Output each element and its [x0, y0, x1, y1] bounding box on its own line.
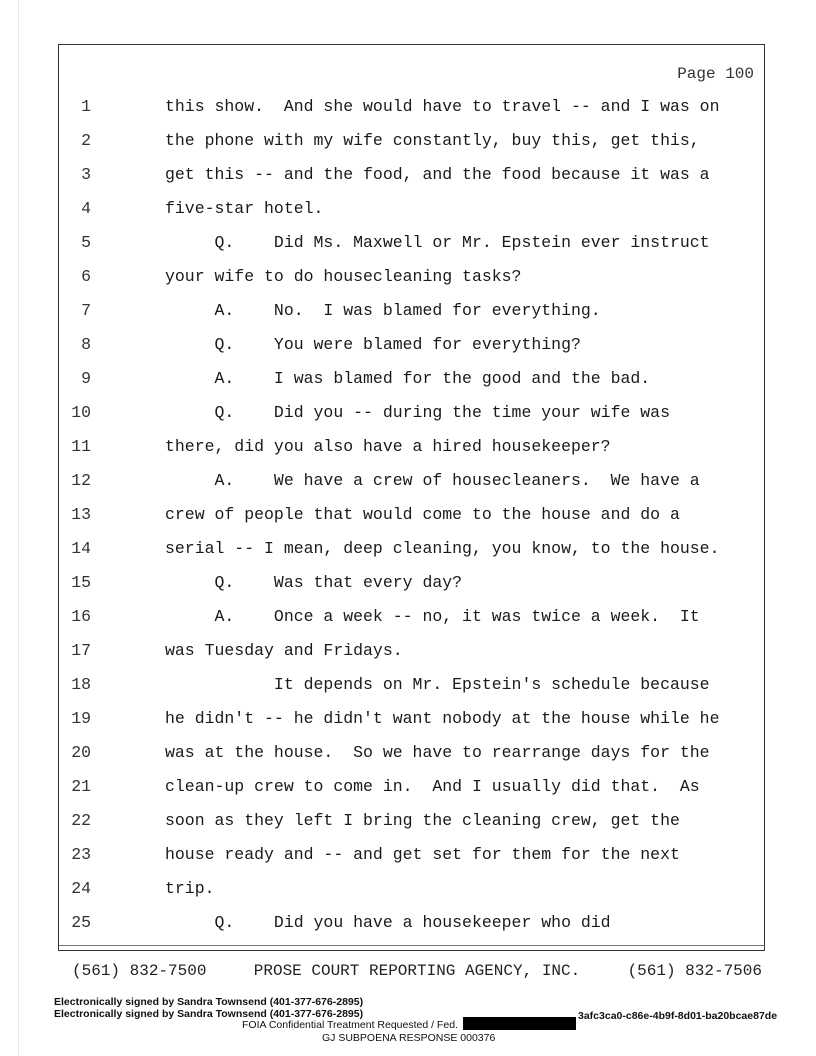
line-number: 20 — [71, 743, 91, 762]
line-number: 13 — [71, 505, 91, 524]
line-text: get this -- and the food, and the food because it was a — [165, 165, 710, 184]
line-text: was Tuesday and Fridays. — [165, 641, 403, 660]
line-text: Q. Was that every day? — [165, 573, 463, 592]
document-hash: 3afc3ca0-c86e-4b9f-8d01-ba20bcae87de — [578, 1010, 778, 1022]
transcript-line — [59, 226, 764, 260]
transcript-line — [59, 192, 764, 226]
line-text: Q. Did you -- during the time your wife was — [165, 403, 670, 422]
line-number: 1 — [81, 97, 91, 116]
electronic-signature-1: Electronically signed by Sandra Townsend (401-377-676-2895) — [54, 996, 364, 1008]
transcript-line — [59, 430, 764, 464]
line-text: It depends on Mr. Epstein's schedule because — [165, 675, 710, 694]
line-text: house ready and -- and get set for them for the next — [165, 845, 680, 864]
transcript-line — [59, 124, 764, 158]
transcript-line — [59, 736, 764, 770]
line-number: 3 — [81, 165, 91, 184]
transcript-line — [59, 362, 764, 396]
footer-agency-name: PROSE COURT REPORTING AGENCY, INC. — [253, 962, 581, 980]
line-text: your wife to do housecleaning tasks? — [165, 267, 522, 286]
transcript-line — [59, 906, 764, 940]
line-number: 18 — [71, 675, 91, 694]
footer-phone-left: (561) 832-7500 — [72, 962, 207, 980]
line-number: 8 — [81, 335, 91, 354]
transcript-line — [59, 804, 764, 838]
transcript-line — [59, 328, 764, 362]
transcript-lines — [59, 90, 764, 940]
line-number: 24 — [71, 879, 91, 898]
bates-number: GJ SUBPOENA RESPONSE 000376 — [322, 1032, 496, 1044]
transcript-line — [59, 600, 764, 634]
transcript-page — [58, 44, 765, 951]
line-number: 4 — [81, 199, 91, 218]
line-text: crew of people that would come to the house and do a — [165, 505, 680, 524]
transcript-line — [59, 668, 764, 702]
line-text: A. No. I was blamed for everything. — [165, 301, 601, 320]
transcript-line — [59, 294, 764, 328]
scan-edge-line — [18, 0, 19, 1056]
line-text: Q. Did Ms. Maxwell or Mr. Epstein ever instruct — [165, 233, 710, 252]
line-text: Q. Did you have a housekeeper who did — [165, 913, 611, 932]
line-text: he didn't -- he didn't want nobody at the house while he — [165, 709, 720, 728]
foia-notice: FOIA Confidential Treatment Requested / Fed. — [242, 1019, 458, 1031]
line-number: 17 — [71, 641, 91, 660]
line-text: serial -- I mean, deep cleaning, you know, to the house. — [165, 539, 720, 558]
transcript-line — [59, 872, 764, 906]
line-number: 5 — [81, 233, 91, 252]
transcript-line — [59, 702, 764, 736]
transcript-line — [59, 90, 764, 124]
line-number: 10 — [71, 403, 91, 422]
line-number: 7 — [81, 301, 91, 320]
line-text: Q. You were blamed for everything? — [165, 335, 581, 354]
line-number: 21 — [71, 777, 91, 796]
line-text: five-star hotel. — [165, 199, 324, 218]
line-text: soon as they left I bring the cleaning crew, get the — [165, 811, 680, 830]
line-number: 22 — [71, 811, 91, 830]
electronic-signature-2: Electronically signed by Sandra Townsend (401-377-676-2895) — [54, 1008, 364, 1020]
line-number: 19 — [71, 709, 91, 728]
reporting-agency-footer — [72, 962, 762, 980]
transcript-line — [59, 566, 764, 600]
transcript-line — [59, 838, 764, 872]
transcript-line — [59, 464, 764, 498]
line-text: this show. And she would have to travel -- and I was on — [165, 97, 720, 116]
line-number: 16 — [71, 607, 91, 626]
line-number: 25 — [71, 913, 91, 932]
redaction-bar — [463, 1017, 576, 1030]
transcript-line — [59, 498, 764, 532]
line-text: A. I was blamed for the good and the bad. — [165, 369, 651, 388]
transcript-line — [59, 770, 764, 804]
transcript-line — [59, 634, 764, 668]
line-number: 9 — [81, 369, 91, 388]
line-text: was at the house. So we have to rearrange days for the — [165, 743, 710, 762]
line-text: trip. — [165, 879, 215, 898]
line-text: the phone with my wife constantly, buy this, get this, — [165, 131, 700, 150]
footer-phone-right: (561) 832-7506 — [627, 962, 762, 980]
line-text: A. We have a crew of housecleaners. We have a — [165, 471, 700, 490]
line-text: clean-up crew to come in. And I usually did that. As — [165, 777, 700, 796]
line-text: there, did you also have a hired housekeeper? — [165, 437, 611, 456]
line-number: 15 — [71, 573, 91, 592]
transcript-line — [59, 158, 764, 192]
line-number: 6 — [81, 267, 91, 286]
line-number: 11 — [71, 437, 91, 456]
line-text: A. Once a week -- no, it was twice a week. It — [165, 607, 700, 626]
transcript-line — [59, 532, 764, 566]
transcript-line — [59, 396, 764, 430]
transcript-line — [59, 260, 764, 294]
line-number: 2 — [81, 131, 91, 150]
line-number: 14 — [71, 539, 91, 558]
page-number: Page 100 — [677, 65, 754, 83]
line-number: 23 — [71, 845, 91, 864]
line-number: 12 — [71, 471, 91, 490]
